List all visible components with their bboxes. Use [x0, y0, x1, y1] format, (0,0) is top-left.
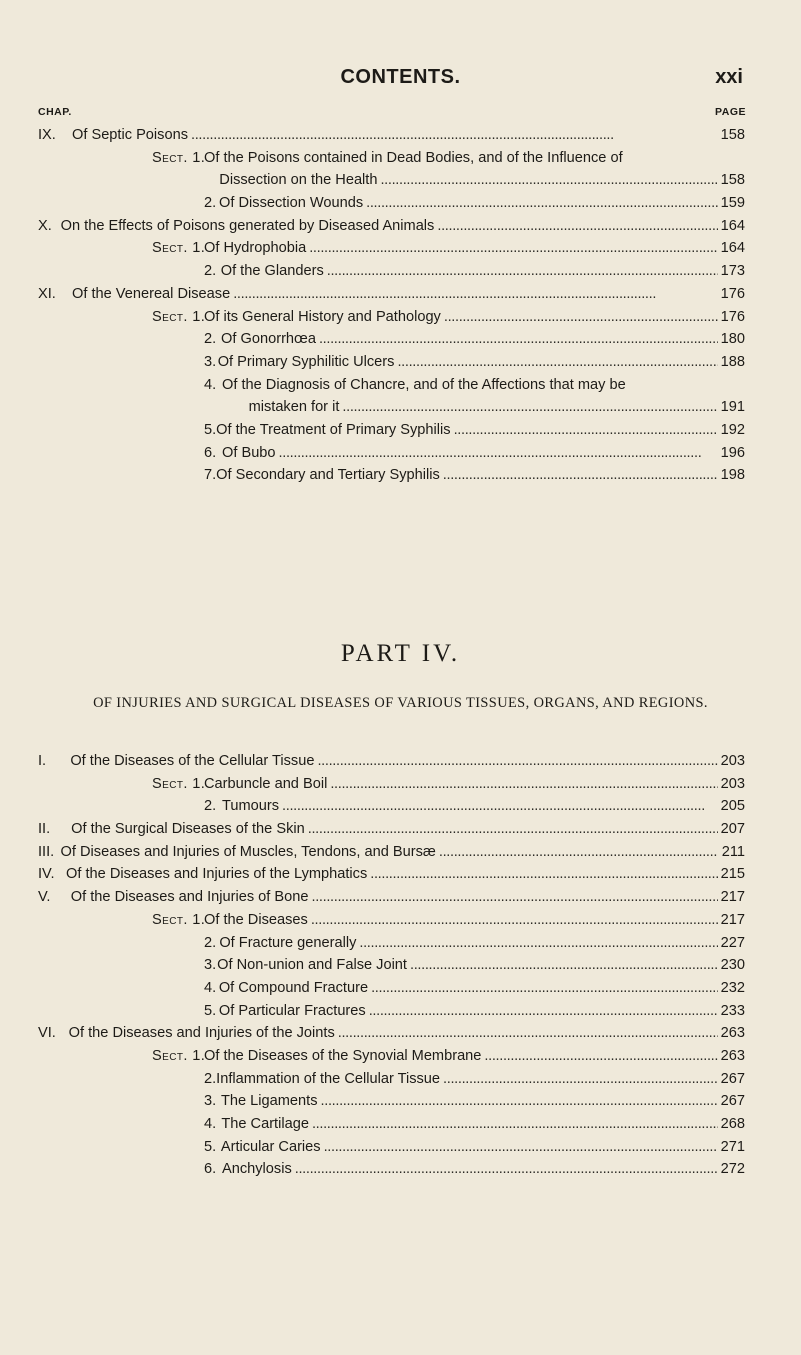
toc-entry-title: Of the Diseases: [204, 911, 308, 928]
dot-leader: [443, 1068, 718, 1091]
toc-entry-number: 2.: [204, 263, 217, 280]
toc-entry-page: 267: [720, 1093, 745, 1110]
toc-entry-number: 5.: [204, 1138, 217, 1155]
dot-leader: [311, 909, 718, 932]
toc-entry-page: 191: [720, 399, 745, 416]
toc-entry: [38, 328, 745, 351]
toc-entry-title: Of the Diseases and Injuries of the Lymphatics: [66, 866, 368, 883]
toc-entry-number: Sect. 1.: [152, 775, 206, 792]
toc-entry: [38, 954, 745, 977]
toc-entry-page: 217: [720, 889, 745, 906]
toc-entry-title: Of Primary Syphilitic Ulcers: [217, 353, 395, 370]
dot-leader: [371, 977, 718, 1000]
column-headings: [38, 106, 746, 120]
dot-leader: [369, 1000, 718, 1023]
toc-entry: [38, 237, 745, 260]
dot-leader: [366, 192, 718, 215]
toc-entry-page: 196: [720, 444, 745, 461]
chapter-column-heading: CHAP.: [38, 106, 72, 118]
toc-entry-number: Sect. 1.: [152, 240, 206, 257]
toc-entry-number: 2.: [204, 1070, 217, 1087]
toc-entry-title: Of Hydrophobia: [204, 240, 307, 257]
toc-entry: [38, 909, 745, 932]
toc-entry-number: 2.: [204, 195, 217, 212]
dot-leader: [191, 124, 718, 147]
dot-leader: [410, 954, 718, 977]
toc-entry-title: Of Gonorrhœa: [221, 331, 316, 348]
toc-entry-number: 6.: [204, 1161, 217, 1178]
toc-entry-number: VI.: [38, 1025, 56, 1042]
toc-entry-page: 232: [720, 979, 745, 996]
dot-leader: [444, 306, 718, 329]
toc-entry-number: 2.: [204, 331, 217, 348]
dot-leader: [324, 1136, 718, 1159]
toc-entry: [38, 124, 745, 147]
toc-entry-number: 2.: [204, 798, 217, 815]
toc-entry-number: 3.: [204, 353, 217, 370]
toc-entry-title: The Cartilage: [221, 1116, 309, 1132]
toc-entry: [38, 1136, 745, 1159]
toc-entry: [38, 886, 745, 909]
toc-entry-page: 176: [720, 285, 745, 302]
toc-entry-page: 203: [720, 753, 745, 769]
toc-entry-number: 6.: [204, 444, 217, 461]
toc-entry-title: Of Diseases and Injuries of Muscles, Tendons, and Bursæ: [60, 843, 436, 860]
dot-leader: [443, 464, 718, 487]
toc-entry-title: Of the Diseases and Injuries of Bone: [70, 889, 309, 906]
dot-leader: [317, 750, 717, 773]
toc-entry: [38, 192, 745, 215]
dot-leader: [454, 419, 718, 442]
toc-entry-page: 159: [720, 195, 745, 212]
toc-entry-number: 3.: [204, 957, 217, 974]
toc-entry: [38, 977, 745, 1000]
toc-entry-page: 180: [720, 331, 745, 348]
toc-entry-page: 267: [720, 1070, 745, 1087]
dot-leader: [327, 260, 718, 283]
toc-entry: [38, 1158, 745, 1181]
toc-entry-number: Sect. 1.: [152, 1047, 206, 1064]
toc-entry-number: 4.: [204, 376, 217, 393]
toc-entry-title: Of the Diseases of the Cellular Tissue: [70, 753, 315, 769]
toc-entry-title: Of the Glanders: [220, 263, 324, 280]
toc-entry-number: II.: [38, 821, 51, 838]
toc-entry-title: Of Septic Poisons: [72, 127, 188, 143]
dot-leader: [370, 863, 717, 886]
toc-entry-page: 158: [720, 127, 745, 143]
dot-leader: [312, 1113, 718, 1136]
toc-entry: [38, 374, 745, 419]
toc-entry-title: The Ligaments: [220, 1093, 318, 1110]
toc-entry-page: 188: [720, 353, 745, 370]
dot-leader: [397, 351, 717, 374]
toc-entry-number: IV.: [38, 866, 55, 883]
toc-entry: [38, 464, 745, 487]
contents-list-part-iii: [38, 124, 745, 487]
dot-leader: [439, 841, 718, 864]
toc-entry-page: 164: [720, 217, 745, 234]
toc-entry: [38, 863, 745, 886]
toc-entry-title: Tumours: [222, 798, 280, 815]
toc-entry-number: III.: [38, 843, 55, 860]
toc-entry: [38, 442, 745, 465]
toc-entry-page: 263: [720, 1025, 745, 1042]
toc-entry-page: 173: [720, 263, 745, 280]
dot-leader: [321, 1090, 718, 1113]
toc-entry: [38, 1000, 745, 1023]
toc-entry-page: 158: [720, 172, 745, 189]
toc-entry-title: Inflammation of the Cellular Tissue: [216, 1070, 441, 1087]
toc-entry-number: 4.: [204, 1116, 217, 1132]
dot-leader: [312, 886, 718, 909]
toc-entry-title: Of Compound Fracture: [218, 979, 369, 996]
toc-entry-number: Sect. 1.: [152, 308, 206, 325]
dot-leader: [295, 1158, 718, 1181]
toc-entry-page: 211: [721, 843, 745, 860]
toc-entry-number: 3.: [204, 1093, 217, 1110]
toc-entry-title: Of the Treatment of Primary Syphilis: [216, 421, 451, 438]
dot-leader: [380, 169, 717, 192]
toc-entry-title: Of the Diagnosis of Chancre, and of the Affections that may be: [222, 376, 626, 393]
toc-entry-page: 198: [720, 467, 745, 484]
toc-entry: [38, 795, 745, 818]
toc-entry-title: Of Secondary and Tertiary Syphilis: [216, 467, 440, 484]
dot-leader: [309, 237, 717, 260]
page-header-title: CONTENTS.: [340, 66, 461, 88]
toc-entry: [38, 260, 745, 283]
toc-entry-title-continued: mistaken for it: [248, 399, 340, 416]
toc-entry: [38, 1022, 745, 1045]
toc-entry-title: Carbuncle and Boil: [204, 775, 328, 792]
toc-entry: [38, 1068, 745, 1091]
toc-entry-title: Of Bubo: [222, 444, 276, 461]
toc-entry-number: 5.: [204, 1002, 217, 1019]
toc-entry-title: Of the Diseases of the Synovial Membrane: [204, 1047, 482, 1064]
toc-entry-title: Of Non-union and False Joint: [217, 957, 407, 974]
dot-leader: [342, 396, 717, 419]
toc-entry-page: 233: [720, 1002, 745, 1019]
toc-entry-number: 2.: [204, 934, 217, 951]
toc-entry-title-continued: Dissection on the Health: [219, 172, 378, 189]
toc-entry: [38, 147, 745, 192]
page-number: xxi: [715, 66, 743, 88]
toc-entry-page: 203: [720, 775, 745, 792]
toc-entry-title: Of the Venereal Disease: [72, 285, 231, 302]
part-heading: PART IV.: [340, 640, 461, 667]
contents-list-part-iv: [38, 750, 745, 1181]
toc-entry-title: Articular Caries: [220, 1138, 321, 1155]
dot-leader: [359, 932, 717, 955]
toc-entry-number: I.: [38, 753, 47, 769]
toc-entry: [38, 750, 745, 773]
toc-entry-title: Of the Poisons contained in Dead Bodies, and of the Influence of: [204, 149, 623, 166]
toc-entry-title: Of Particular Fractures: [218, 1002, 366, 1019]
page-column-heading: PAGE: [715, 106, 746, 118]
dot-leader: [338, 1022, 718, 1045]
toc-entry: [38, 1090, 745, 1113]
toc-entry-page: 192: [720, 421, 745, 438]
toc-entry: [38, 419, 745, 442]
toc-entry-title: Of the Diseases and Injuries of the Joints: [68, 1025, 335, 1042]
toc-entry-page: 176: [720, 308, 745, 325]
toc-entry: [38, 841, 745, 864]
toc-entry: [38, 283, 745, 306]
dot-leader: [308, 818, 718, 841]
toc-entry: [38, 1045, 745, 1068]
dot-leader: [319, 328, 718, 351]
toc-entry: [38, 351, 745, 374]
toc-entry-number: 7.: [204, 467, 217, 484]
toc-entry-page: 271: [720, 1138, 745, 1155]
toc-entry-page: 230: [720, 957, 745, 974]
toc-entry: [38, 773, 745, 796]
dot-leader: [279, 442, 718, 465]
toc-entry-number: 4.: [204, 979, 217, 996]
toc-entry: [38, 932, 745, 955]
toc-entry: [38, 1113, 745, 1136]
dot-leader: [282, 795, 718, 818]
toc-entry-number: Sect. 1.: [152, 149, 206, 166]
toc-entry-number: IX.: [38, 127, 56, 143]
toc-entry-title: Of the Surgical Diseases of the Skin: [71, 821, 305, 838]
toc-entry-page: 263: [720, 1047, 745, 1064]
toc-entry-page: 164: [720, 240, 745, 257]
toc-entry: [38, 306, 745, 329]
toc-entry-page: 207: [720, 821, 745, 838]
toc-entry-page: 205: [720, 798, 745, 815]
toc-entry-number: V.: [38, 889, 51, 906]
toc-entry-title: On the Effects of Poisons generated by Diseased Animals: [60, 217, 435, 234]
toc-entry-page: 272: [720, 1161, 745, 1178]
part-subtitle: OF INJURIES AND SURGICAL DISEASES OF VARIOUS TISSUES, ORGANS, AND REGIONS.: [93, 695, 708, 711]
toc-entry-number: X.: [38, 217, 52, 234]
toc-entry-number: 5.: [204, 421, 217, 438]
toc-entry-page: 268: [720, 1116, 745, 1132]
dot-leader: [437, 215, 717, 238]
toc-entry-title: Of Fracture generally: [219, 934, 357, 951]
toc-entry: [38, 818, 745, 841]
toc-entry-page: 215: [720, 866, 745, 883]
toc-entry-title: Of Dissection Wounds: [219, 195, 364, 212]
toc-entry-number: Sect. 1.: [152, 911, 206, 928]
dot-leader: [484, 1045, 717, 1068]
toc-entry: [38, 215, 745, 238]
dot-leader: [330, 773, 717, 796]
toc-entry-title: Of its General History and Pathology: [204, 308, 441, 325]
running-head: [0, 66, 801, 98]
toc-entry-page: 227: [720, 934, 745, 951]
toc-entry-number: XI.: [38, 285, 56, 302]
toc-entry-title: Anchylosis: [222, 1161, 292, 1178]
toc-entry-page: 217: [720, 911, 745, 928]
dot-leader: [233, 283, 717, 306]
